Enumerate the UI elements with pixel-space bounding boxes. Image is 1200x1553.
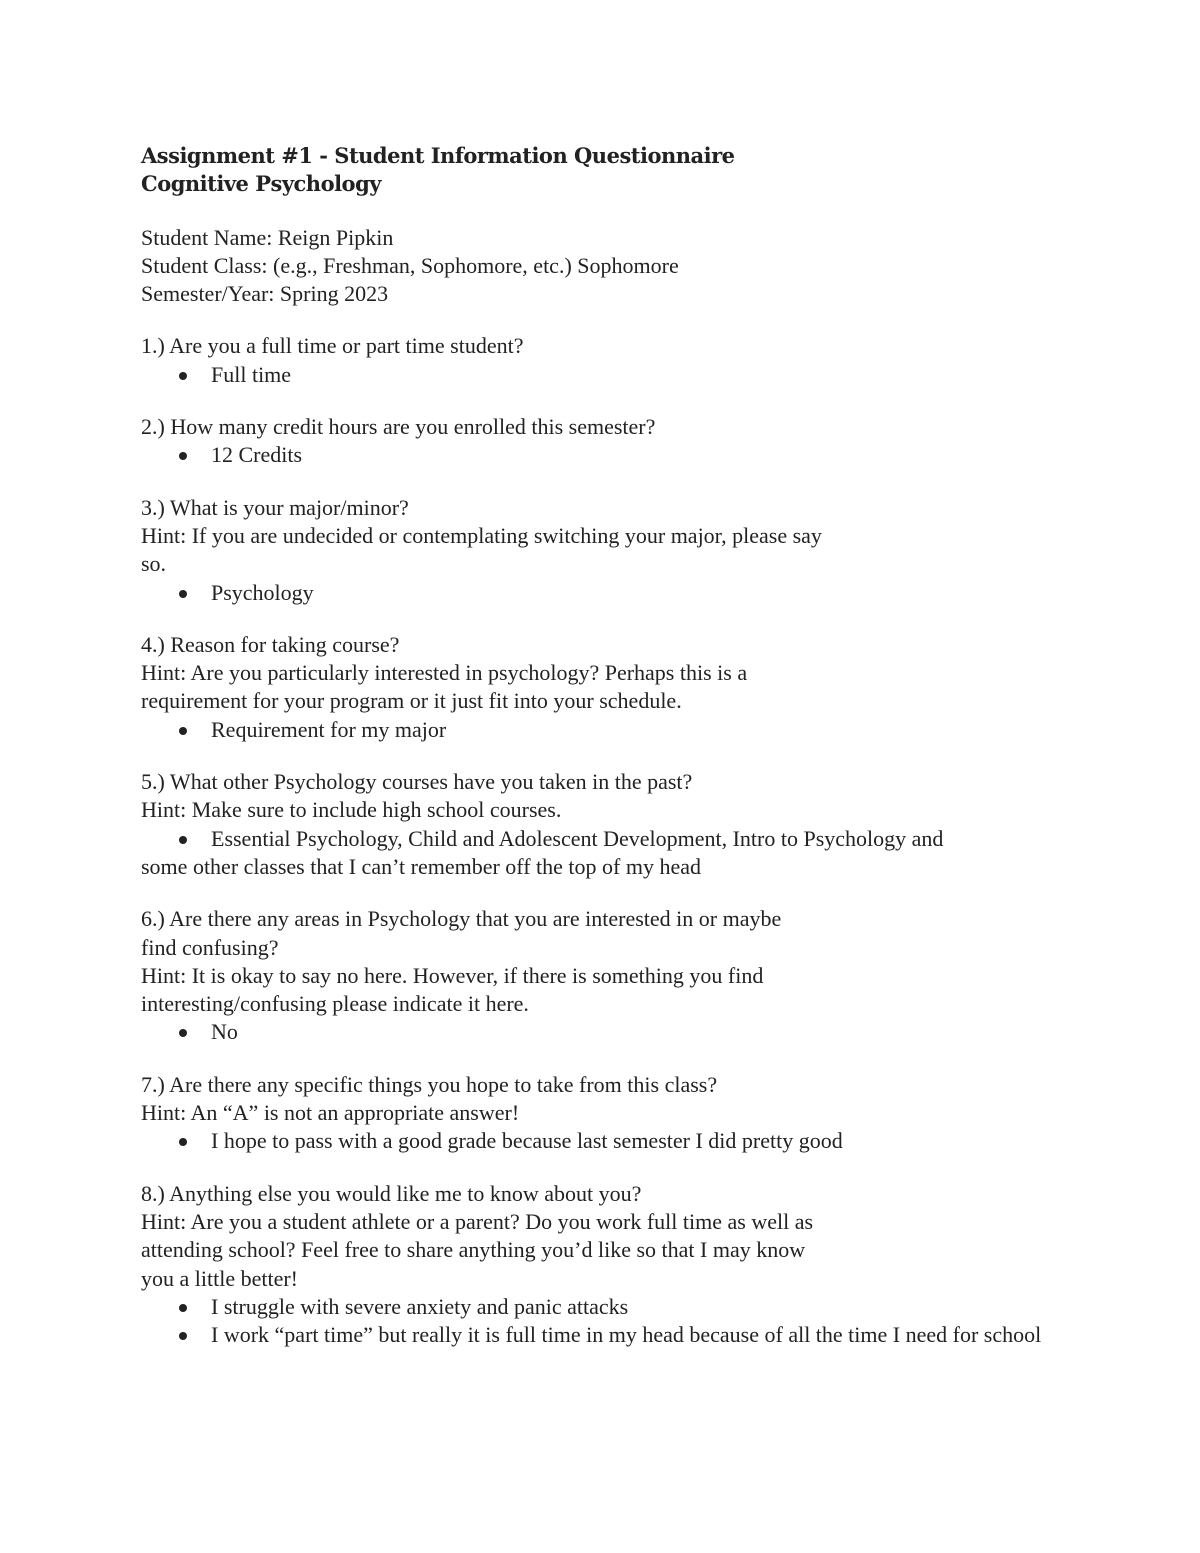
question-2: 2.) How many credit hours are you enrolled this semester?	[141, 414, 656, 440]
question-3: 3.) What is your major/minor?	[141, 494, 409, 520]
hint-text: Hint: Make sure to include high school courses.	[141, 797, 562, 823]
answer-text: Essential Psychology, Child and Adolescent Development, Intro to Psychology and	[211, 825, 944, 851]
answer-text: I work “part time” but really it is full time in my head because of all the time I need for school	[211, 1322, 1042, 1348]
student-name: Student Name: Reign Pipkin	[141, 224, 394, 250]
answer-item	[141, 1018, 1181, 1046]
question-8: 8.) Anything else you would like me to know about you?	[141, 1180, 642, 1206]
answer-text: Psychology	[211, 579, 314, 605]
document-page	[141, 142, 1181, 1349]
answer-item	[141, 1293, 1181, 1321]
question-6-continued: find confusing?	[141, 934, 279, 960]
bullet-icon	[179, 1304, 187, 1312]
question-5: 5.) What other Psychology courses have you taken in the past?	[141, 769, 693, 795]
hint-text: you a little better!	[141, 1265, 298, 1291]
bullet-icon	[179, 727, 187, 735]
hint-text: attending school? Feel free to share anything you’d like so that I may know	[141, 1237, 806, 1263]
question-4: 4.) Reason for taking course?	[141, 631, 400, 657]
answer-text: No	[211, 1019, 238, 1045]
hint-text: so.	[141, 551, 167, 577]
question-7: 7.) Are there any specific things you hope to take from this class?	[141, 1071, 718, 1097]
answer-item	[141, 361, 1181, 389]
student-class: Student Class: (e.g., Freshman, Sophomore, etc.) Sophomore	[141, 252, 679, 278]
answer-text: I struggle with severe anxiety and panic attacks	[211, 1293, 629, 1319]
hint-text: interesting/confusing please indicate it here.	[141, 991, 529, 1017]
answer-item	[141, 1321, 1181, 1349]
bullet-icon	[179, 372, 187, 380]
question-1: 1.) Are you a full time or part time student?	[141, 333, 524, 359]
answer-text: 12 Credits	[211, 442, 303, 468]
hint-text: Hint: It is okay to say no here. However, if there is something you find	[141, 962, 764, 988]
hint-text: Hint: If you are undecided or contemplating switching your major, please say	[141, 522, 822, 548]
answer-text: Full time	[211, 361, 292, 387]
bullet-icon	[179, 1029, 187, 1037]
answer-item	[141, 825, 1181, 853]
answer-item	[141, 441, 1181, 469]
document-body	[141, 224, 1181, 1350]
bullet-icon	[179, 1332, 187, 1340]
bullet-icon	[179, 836, 187, 844]
course-name: Cognitive Psychology	[141, 171, 381, 197]
hint-text: requirement for your program or it just fit into your schedule.	[141, 688, 682, 714]
question-6: 6.) Are there any areas in Psychology that you are interested in or maybe	[141, 906, 782, 932]
answer-text: I hope to pass with a good grade because last semester I did pretty good	[211, 1128, 843, 1154]
answer-item	[141, 1127, 1181, 1155]
answer-text: Requirement for my major	[211, 716, 447, 742]
hint-text: Hint: Are you particularly interested in psychology? Perhaps this is a	[141, 660, 748, 686]
semester-year: Semester/Year: Spring 2023	[141, 281, 389, 307]
answer-continuation: some other classes that I can’t remember off the top of my head	[141, 853, 702, 879]
bullet-icon	[179, 452, 187, 460]
bullet-icon	[179, 590, 187, 598]
hint-text: Hint: Are you a student athlete or a parent? Do you work full time as well as	[141, 1208, 814, 1234]
answer-item	[141, 716, 1181, 744]
hint-text: Hint: An “A” is not an appropriate answer!	[141, 1100, 520, 1126]
document-title: Assignment #1 - Student Information Questionnaire	[141, 143, 735, 168]
answer-item	[141, 579, 1181, 607]
bullet-icon	[179, 1138, 187, 1146]
